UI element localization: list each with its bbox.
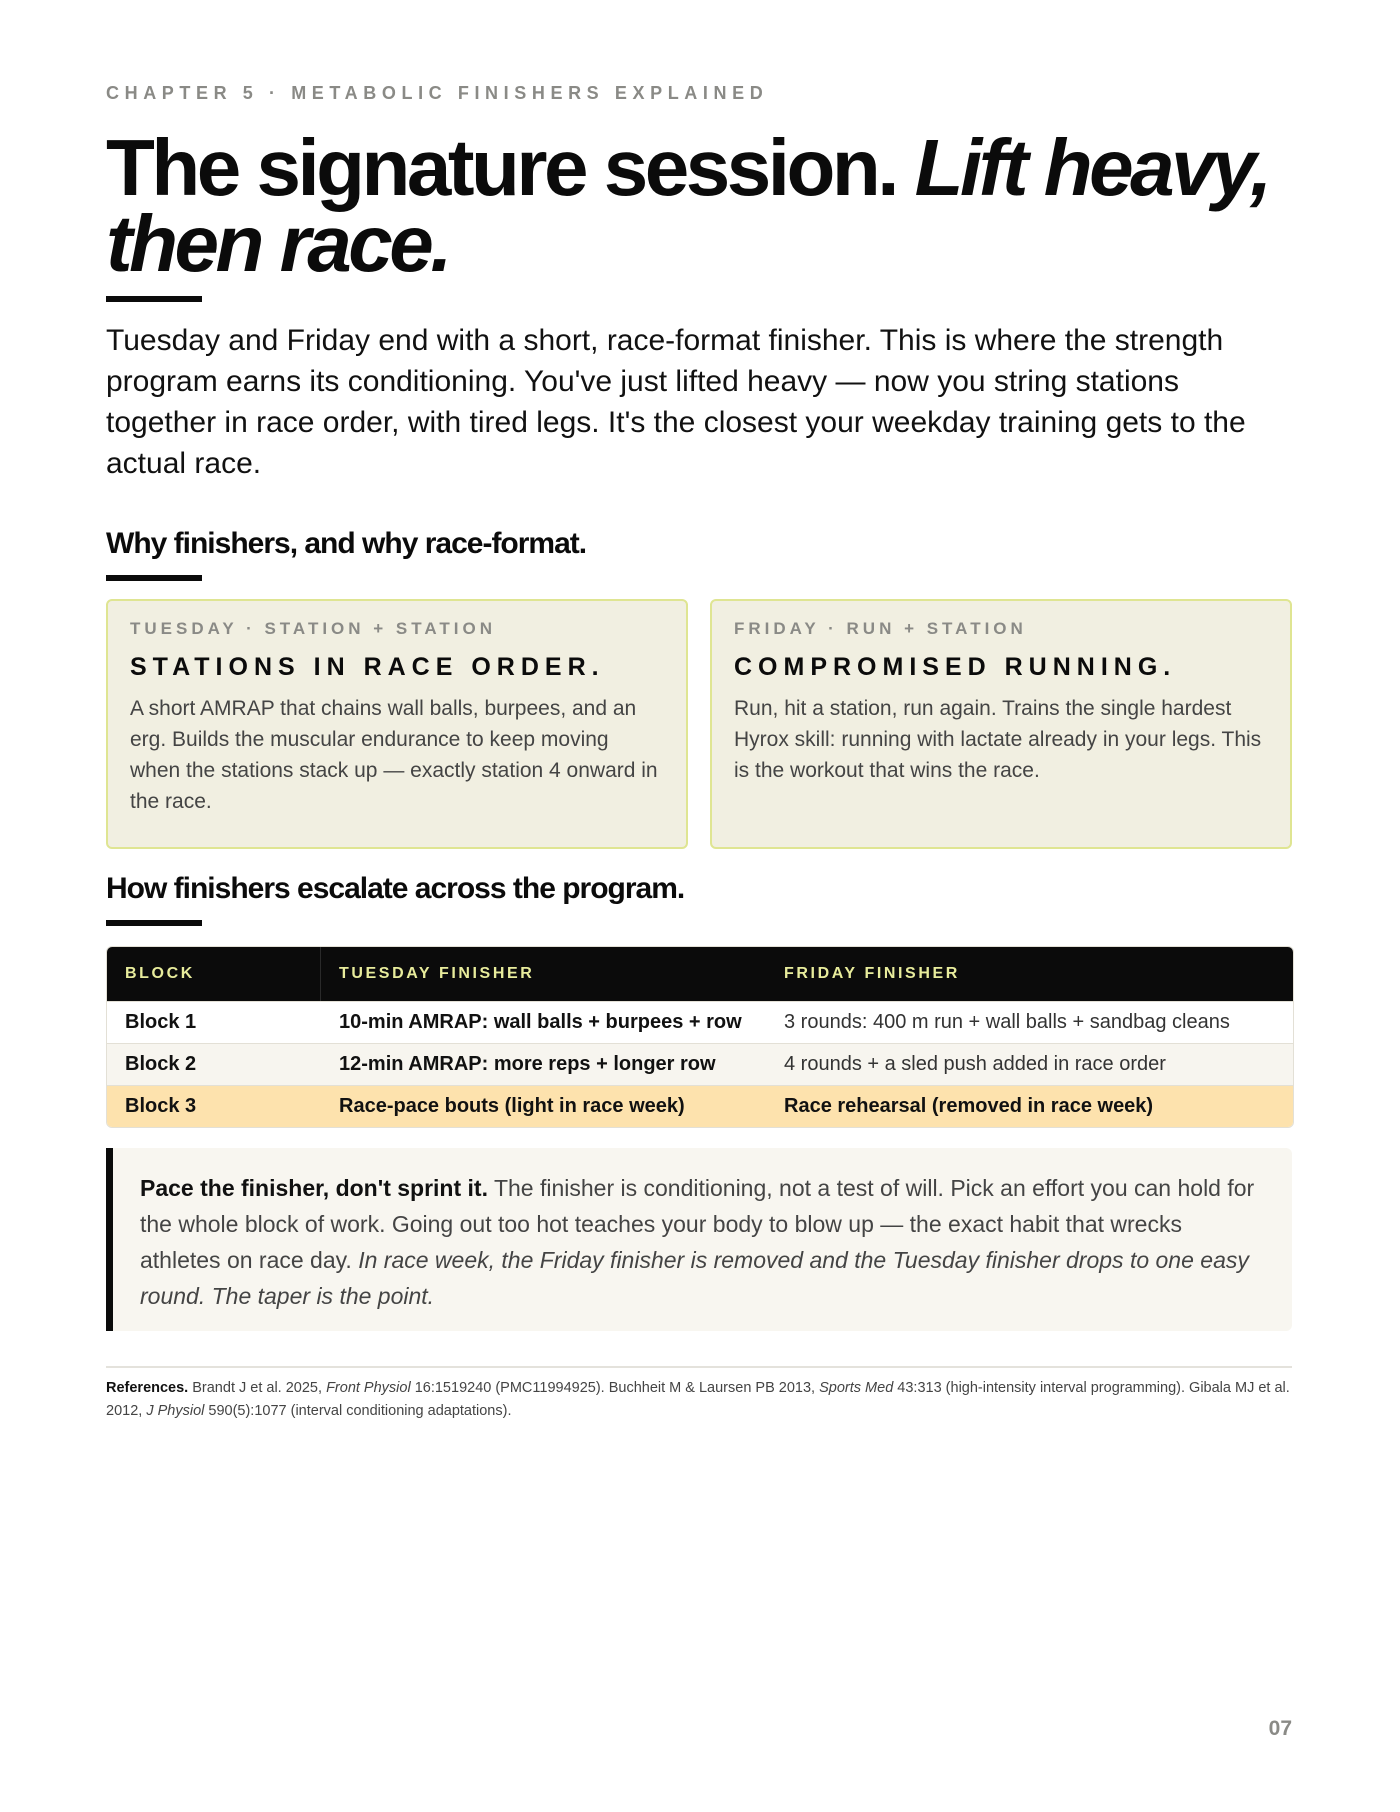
card-body: A short AMRAP that chains wall balls, burpees, and an erg. Builds the muscular endurance to keep moving when the stations stack up — exactly station 4 onward in the race. (130, 697, 658, 813)
reference-journal: Sports Med (819, 1380, 894, 1396)
card-tuesday (106, 599, 688, 849)
reference-text: 43:313 (high-intensity interval programming). Gibala MJ et al. 2012, (106, 1380, 1290, 1419)
page-title (106, 123, 1292, 288)
table-cell-tuesday: 10-min AMRAP: wall balls + burpees + row (339, 1011, 742, 1033)
section-heading-why: Why finishers, and why race-format. (106, 527, 587, 560)
table-header-block: BLOCK (107, 947, 321, 1001)
table-cell-block: Block 1 (125, 1011, 197, 1033)
table-cell-friday: Race rehearsal (removed in race week) (784, 1095, 1154, 1117)
card-friday (710, 599, 1292, 849)
reference-text: Brandt J et al. 2025, (188, 1380, 327, 1396)
reference-journal: Front Physiol (326, 1380, 411, 1396)
title-main: The signature session. (106, 123, 915, 212)
card-title: COMPROMISED RUNNING. (734, 653, 1177, 681)
table-row (107, 1001, 1293, 1043)
title-rule (106, 296, 202, 302)
callout-lead: Pace the finisher, don't sprint it. (140, 1175, 488, 1201)
table-header-friday: FRIDAY FINISHER (784, 965, 960, 982)
references-divider (106, 1366, 1292, 1368)
table-header-tuesday: TUESDAY FINISHER (339, 965, 535, 982)
table-cell-tuesday: Race-pace bouts (light in race week) (339, 1095, 685, 1117)
table-cell-block: Block 2 (125, 1053, 197, 1075)
card-body: Run, hit a station, run again. Trains the single hardest Hyrox skill: running with lactate already in your legs. This is the workout that wins the race. (734, 697, 1262, 782)
section-rule-why (106, 575, 202, 581)
table-row-highlighted (107, 1085, 1293, 1127)
callout-italic: In race week, the Friday finisher is removed and the Tuesday finisher drops to one easy round. The taper is the point. (140, 1247, 1249, 1309)
table-cell-friday: 3 rounds: 400 m run + wall balls + sandbag cleans (784, 1011, 1230, 1033)
table-header-row (107, 947, 1293, 1001)
card-kicker: TUESDAY · STATION + STATION (130, 619, 497, 638)
finisher-table (106, 946, 1294, 1128)
reference-text: 16:1519240 (PMC11994925). Buchheit M & Laursen PB 2013, (410, 1380, 820, 1396)
references-label: References. (106, 1380, 189, 1396)
lede-paragraph: Tuesday and Friday end with a short, race-format finisher. This is where the strength program earns its conditioning. You've just lifted heavy — now you string stations together in race order, with tired legs. It's the closest your weekday training gets to the actual race. (106, 324, 1246, 480)
table-cell-friday: 4 rounds + a sled push added in race order (784, 1053, 1166, 1075)
callout-body: The finisher is conditioning, not a test of will. Pick an effort you can hold for the whole block of work. Going out too hot teaches your body to blow up — the exact habit that wrecks athletes on race day. (140, 1175, 1255, 1273)
reference-journal: J Physiol (146, 1403, 205, 1419)
table-row (107, 1043, 1293, 1085)
table-cell-block: Block 3 (125, 1095, 197, 1117)
section-rule-escalate (106, 920, 202, 926)
chapter-eyebrow: CHAPTER 5 · METABOLIC FINISHERS EXPLAINED (106, 83, 769, 103)
card-title: STATIONS IN RACE ORDER. (130, 653, 605, 681)
table-cell-tuesday: 12-min AMRAP: more reps + longer row (339, 1053, 716, 1075)
page-number: 07 (1268, 1717, 1292, 1740)
section-heading-escalate: How finishers escalate across the program. (106, 872, 685, 905)
card-kicker: FRIDAY · RUN + STATION (734, 619, 1027, 638)
callout-box (106, 1148, 1292, 1331)
reference-text: 590(5):1077 (interval conditioning adaptations). (204, 1403, 512, 1419)
references (106, 1377, 1292, 1423)
title-italic: Lift heavy, then race. (106, 123, 1269, 288)
